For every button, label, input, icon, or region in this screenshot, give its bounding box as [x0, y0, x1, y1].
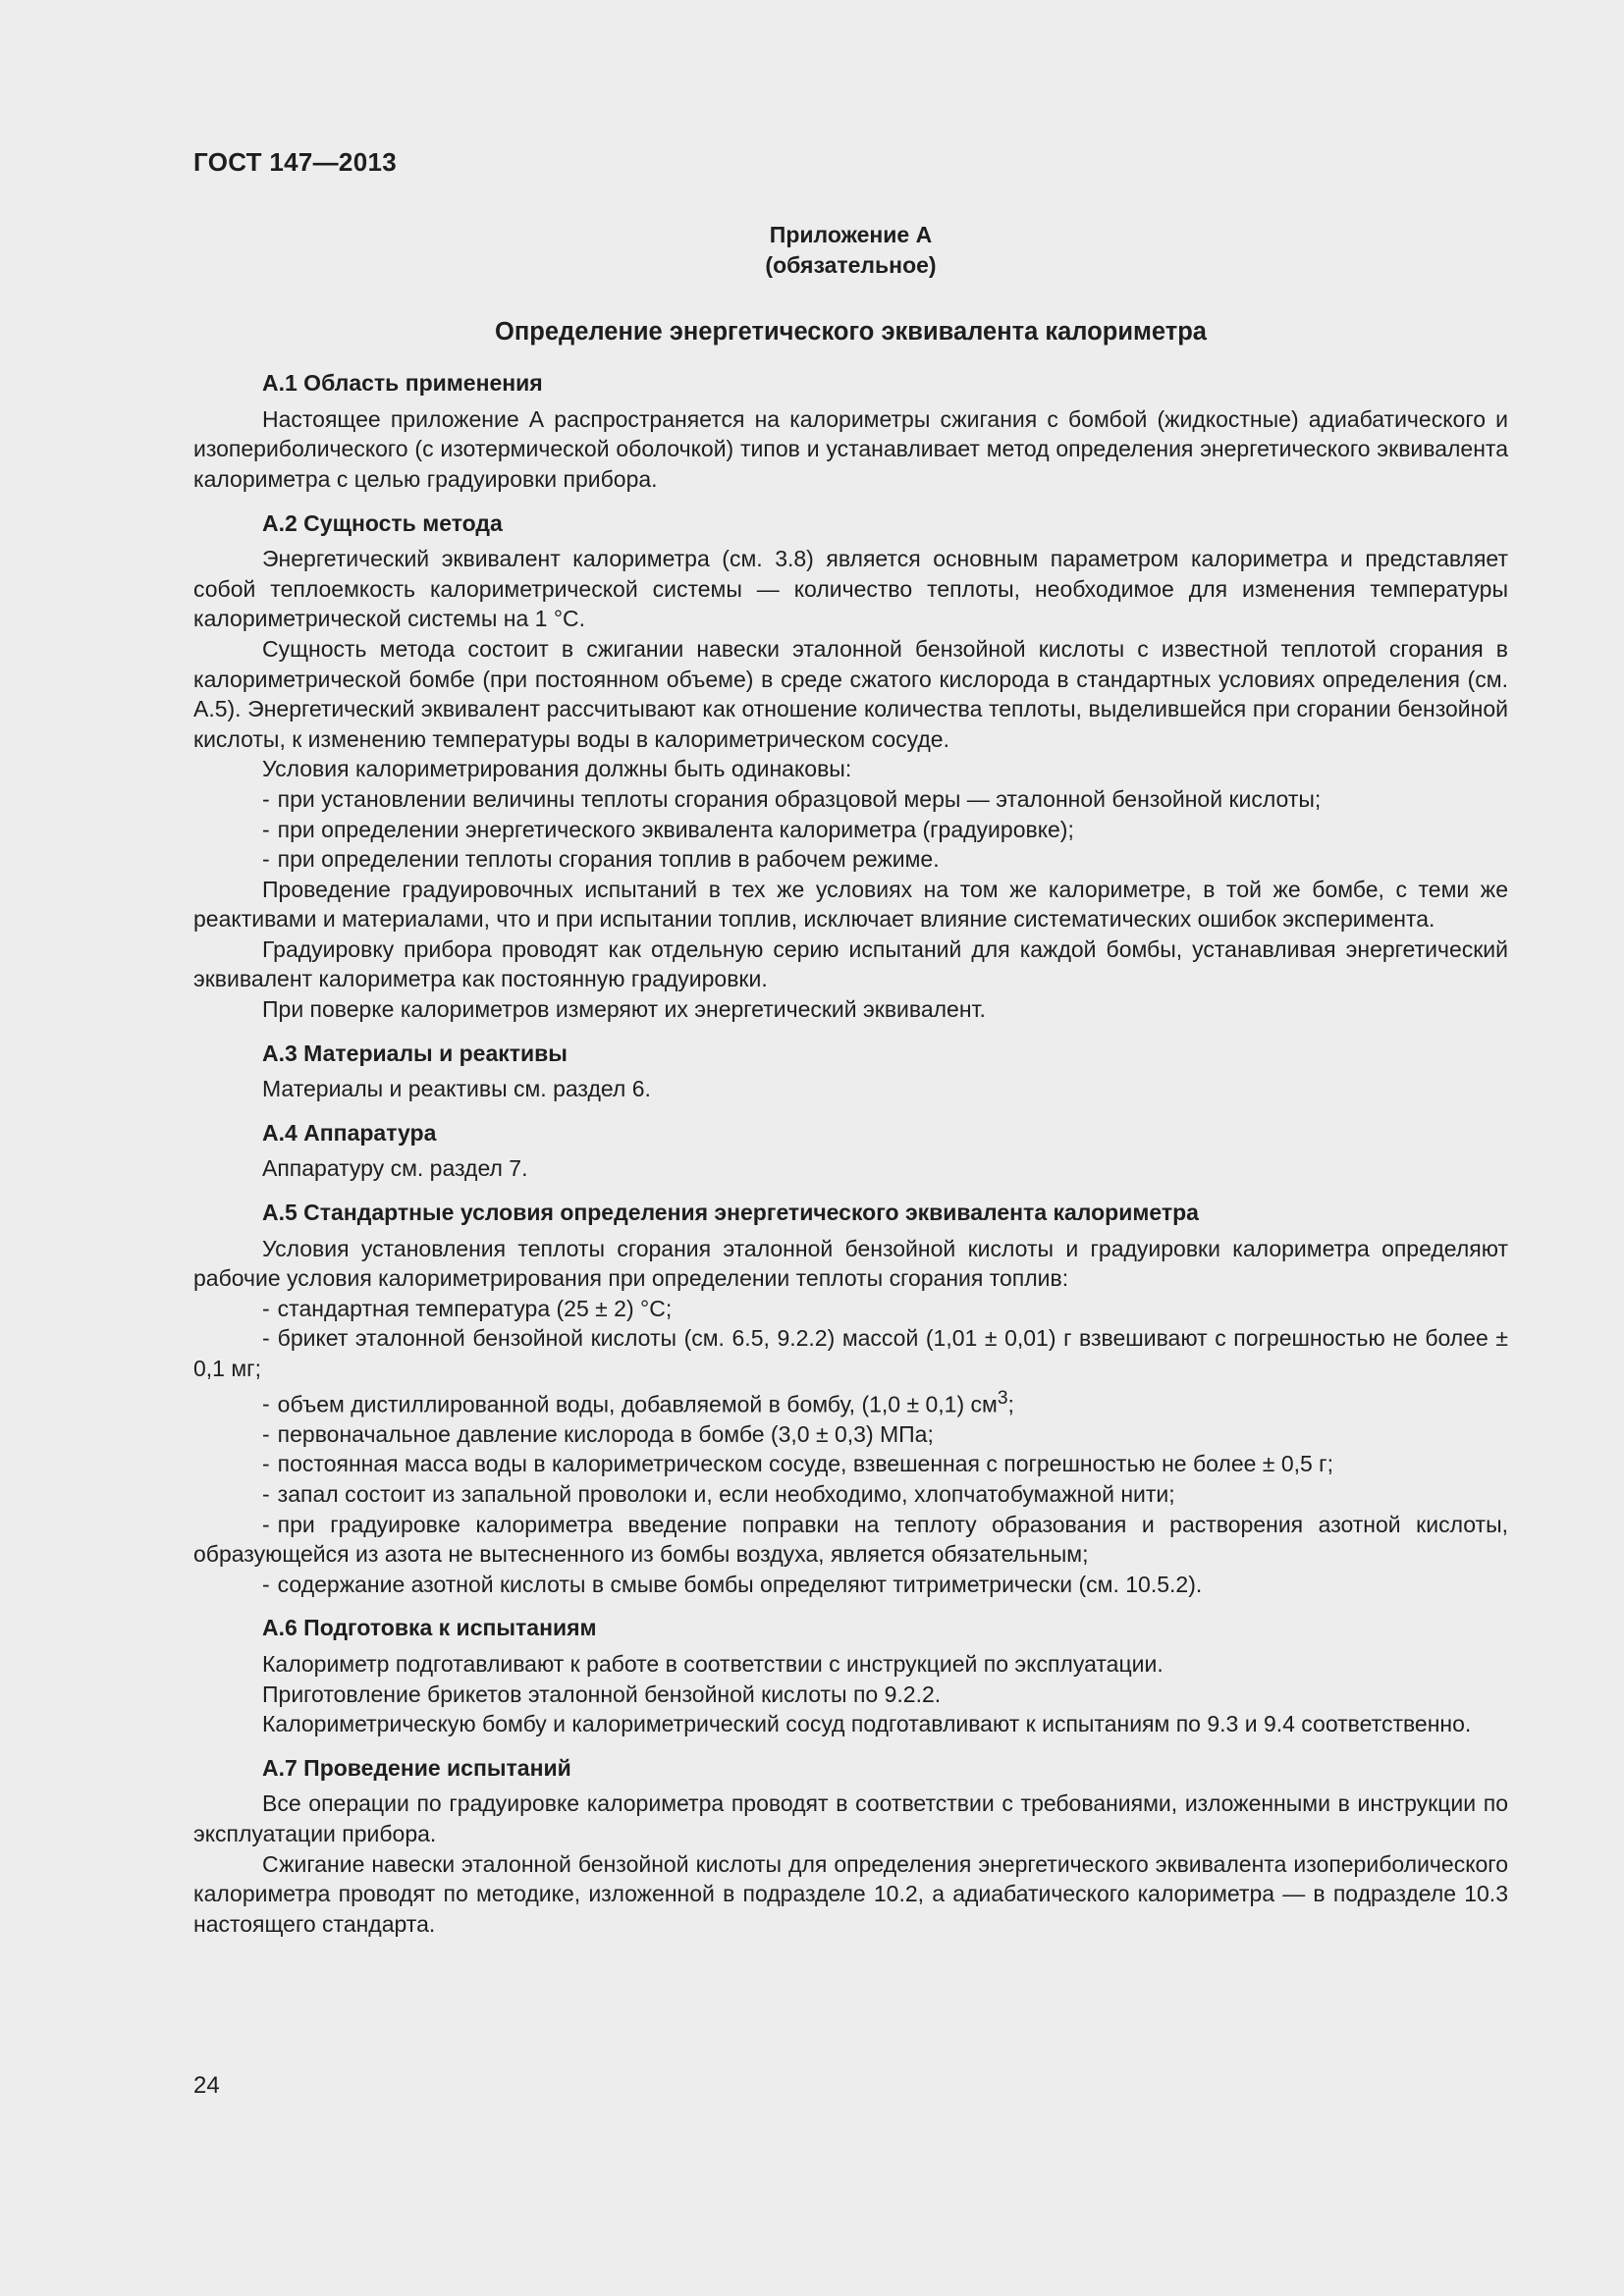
list-item: - при определении энергетического эквивалента калориметра (градуировке); — [262, 816, 1074, 842]
section-a2-paragraph-5: Градуировку прибора проводят как отдельную серию испытаний для каждой бомбы, устанавливая энергетический эквивалент калориметра как постоянную градуировки. — [193, 935, 1508, 992]
section-a2-paragraph-3: Условия калориметрирования должны быть одинаковы: — [262, 756, 852, 782]
list-item: - брикет эталонной бензойной кислоты (см. 6.5, 9.2.2) массой (1,01 ± 0,01) г взвешивают с погрешностью не более ± 0,1 мг; — [193, 1325, 1508, 1381]
list-item: - при определении теплоты сгорания топлив в рабочем режиме. — [262, 846, 940, 873]
section-a3-paragraph: Материалы и реактивы см. раздел 6. — [262, 1076, 651, 1102]
section-a5-paragraph: Условия установления теплоты сгорания эталонной бензойной кислоты и градуировки калориметра определяют рабочие условия калориметрирования при определении теплоты сгорания топлив: — [193, 1235, 1508, 1292]
section-a7-paragraph-1: Все операции по градуировке калориметра проводят в соответствии с требованиями, изложенными в инструкции по эксплуатации прибора. — [193, 1790, 1508, 1846]
page-number: 24 — [193, 2072, 220, 2099]
list-item: - стандартная температура (25 ± 2) °С; — [262, 1295, 673, 1321]
section-a2-paragraph-4: Проведение градуировочных испытаний в тех же условиях на том же калориметре, в той же бомбе, с теми же реактивами и материалами, что и при испытании топлив, исключает влияние систематических ошибок эксперимента. — [193, 876, 1508, 933]
list-item: - объем дистиллированной воды, добавляемой в бомбу, (1,0 ± 0,1) $см^3$; — [262, 1387, 1014, 1417]
section-a5-heading: А.5 Стандартные условия определения энергетического эквивалента калориметра — [262, 1200, 1199, 1226]
section-a2-paragraph-2: Сущность метода состоит в сжигании навески эталонной бензойной кислоты с известной теплотой сгорания в калориметрической бомбе (при постоянном объеме) в среде сжатого кислорода в стандартных условиях определения (см. А.5). Энергетический эквивалент рассчитывают как отношение количества теплоты, выделившейся при сгорании бензойной кислоты, к изменению температуры воды в калориметрическом сосуде. — [193, 635, 1508, 752]
section-a2-heading: А.2 Сущность метода — [262, 509, 503, 536]
list-item: - содержание азотной кислоты в смыве бомбы определяют титриметрически (см. 10.5.2). — [262, 1571, 1203, 1597]
appendix-title: Приложение А — [769, 222, 933, 247]
list-item: - запал состоит из запальной проволоки и, если необходимо, хлопчатобумажной нити; — [262, 1481, 1175, 1508]
appendix-status: (обязательное) — [765, 251, 937, 278]
section-a4-paragraph: Аппаратуру см. раздел 7. — [262, 1155, 528, 1182]
list-item: - постоянная масса воды в калориметрическом сосуде, взвешенная с погрешностью не более ± 0,5 г; — [262, 1451, 1333, 1477]
section-a1-paragraph: Настоящее приложение А распространяется на калориметры сжигания с бомбой (жидкостные) адиабатического и изопериболического (с изотермической оболочкой) типов и устанавливает метод определения энергетического эквивалента калориметра с целью градуировки прибора. — [193, 405, 1508, 492]
section-a2-paragraph-1: Энергетический эквивалент калориметра (см. 3.8) является основным параметром калориметра и представляет собой теплоемкость калориметрической системы — количество теплоты, необходимое для изменения температуры калориметрической системы на 1 °С. — [193, 546, 1508, 632]
list-item: - первоначальное давление кислорода в бомбе (3,0 ± 0,3) МПа; — [262, 1420, 934, 1447]
list-item: - при установлении величины теплоты сгорания образцовой меры — эталонной бензойной кислоты; — [262, 785, 1322, 812]
standard-designation: ГОСТ 147—2013 — [193, 147, 397, 177]
section-a7-heading: А.7 Проведение испытаний — [262, 1754, 571, 1781]
section-a6-heading: А.6 Подготовка к испытаниям — [262, 1615, 597, 1641]
section-a2-paragraph-6: При поверке калориметров измеряют их энергетический эквивалент. — [262, 996, 986, 1023]
section-a6-paragraph-2: Приготовление брикетов эталонной бензойной кислоты по 9.2.2. — [262, 1681, 942, 1707]
list-item: - при градуировке калориметра введение поправки на теплоту образования и растворения азотной кислоты, образующейся из азота не вытесненного из бомбы воздуха, является обязательным; — [193, 1511, 1508, 1568]
section-a6-paragraph-3: Калориметрическую бомбу и калориметрический сосуд подготавливают к испытаниям по 9.3 и 9.4 соответственно. — [262, 1711, 1472, 1737]
section-a4-heading: А.4 Аппаратура — [262, 1119, 437, 1146]
section-a3-heading: А.3 Материалы и реактивы — [262, 1040, 568, 1066]
section-a7-paragraph-2: Сжигание навески эталонной бензойной кислоты для определения энергетического эквивалента изопериболического калориметра проводят по методике, изложенной в подразделе 10.2, а адиабатического калориметра — в подразделе 10.3 настоящего стандарта. — [193, 1850, 1508, 1937]
document-title: Определение энергетического эквивалента калориметра — [495, 318, 1207, 347]
section-a1-heading: А.1 Область применения — [262, 370, 543, 397]
page-content — [193, 220, 1508, 1939]
section-a6-paragraph-1: Калориметр подготавливают к работе в соответствии с инструкцией по эксплуатации. — [262, 1651, 1164, 1677]
